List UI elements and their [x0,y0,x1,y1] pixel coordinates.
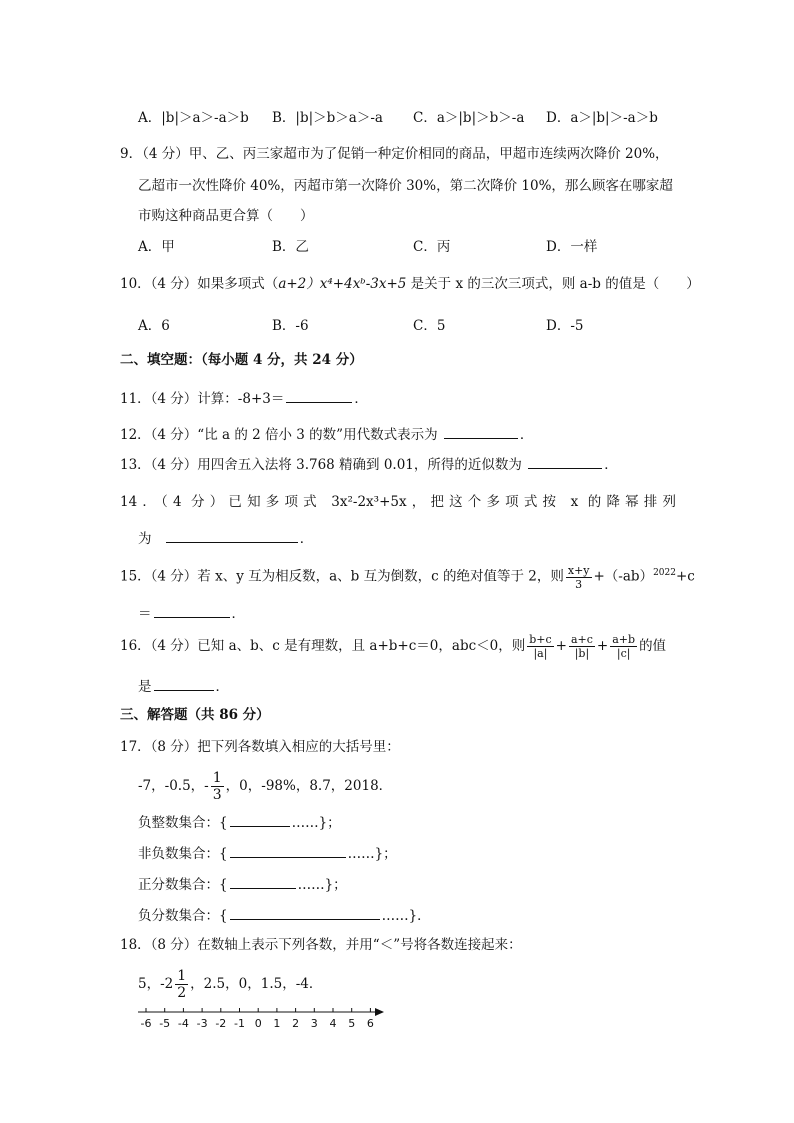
q14-end: ． [299,531,314,547]
q13 [120,454,618,475]
q16-line-1 [120,633,666,660]
number-line [132,1002,392,1034]
q14-answer-blank[interactable] [166,528,298,543]
q10-option-d[interactable]: D．-5 [546,318,584,334]
q18-text: 18．（8 分）在数轴上表示下列各数，并用“＜”号将各数连接起来： [120,937,522,953]
q9-option-b[interactable]: B．乙 [272,239,309,255]
q16-suffix: 的值 [639,638,667,654]
q16-plus-2: + [596,638,609,654]
set-label: 正分数集合：{ [138,877,228,893]
q10-option-b[interactable]: B．-6 [272,318,309,334]
q11 [120,388,368,409]
q15-answer-blank[interactable] [154,603,230,618]
q12-text: 12．（4 分）“比 a 的 2 倍小 3 的数”用代数式表示为 [120,427,438,443]
q9-line-2: 乙超市一次性降价 40%，丙超市第一次降价 30%，第二次降价 10%，那么顾客在哪家超 [138,178,673,194]
number-line-tick-label: -2 [215,1017,227,1030]
set-label: 非负数集合：{ [138,846,228,862]
q17-numbers-a: -7，-0.5，- [138,778,209,794]
set-tail: ……}； [347,846,397,862]
q12 [120,424,533,445]
number-line-arrow-icon [375,1008,384,1016]
q17-fraction-numerator: 1 [212,770,222,786]
q9-option-a[interactable]: A．甲 [138,239,175,255]
q11-text: 11．（4 分）计算：-8+3＝ [120,391,285,407]
set-answer-blank[interactable] [230,812,290,827]
set-label: 负整数集合：{ [138,815,228,831]
q16-fraction-2-denominator: |b| [574,647,590,660]
q12-end: ． [519,427,534,443]
q18-numbers-a: 5，-2 [138,976,174,992]
q17-set-negative-integers [138,812,341,833]
q16-fraction-2 [569,633,595,660]
q8-option-b[interactable]: B．|b|＞b＞a＞-a [272,110,383,126]
q16-fraction-3 [610,633,637,660]
q16-line-2 [138,676,229,697]
section-2-title: 二、填空题：（每小题 4 分，共 24 分） [120,352,363,368]
set-tail: ……}． [381,908,431,924]
q16-fraction-1 [527,633,553,660]
number-line-tick-label: 2 [292,1017,300,1030]
q15-fraction [566,564,592,591]
q16-plus-1: + [555,638,567,654]
q10-prefix: 10．（4 分）如果多项式（ [120,276,279,292]
number-line-tick-label: -5 [159,1017,171,1030]
q13-text: 13．（4 分）用四舍五入法将 3.768 精确到 0.01，所得的近似数为 [120,457,522,473]
number-line-tick-label: -4 [177,1017,189,1030]
q15-tail-2: +c [675,568,695,585]
q14-line-2 [138,528,313,549]
q9-line-3: 市购这种商品更合算（ ） [138,208,314,224]
q15-line-2 [138,603,245,624]
q10-option-a[interactable]: A．6 [138,318,170,334]
number-line-tick-label: 1 [273,1017,281,1030]
set-tail: ……}； [291,815,341,831]
q16-fraction-3-denominator: |c| [616,647,631,660]
q11-end: ． [354,391,368,407]
q9-option-c[interactable]: C．丙 [413,239,451,255]
set-answer-blank[interactable] [230,905,380,920]
q15-fraction-denominator: 3 [575,577,583,591]
q10-option-c[interactable]: C．5 [413,318,446,334]
q16-prefix: 16．（4 分）已知 a、b、c 是有理数，且 a+b+c＝0，abc＜0，则 [120,638,526,654]
q16-end: ． [215,679,229,695]
number-line-ticks [146,1008,370,1012]
q8-option-c[interactable]: C．a＞|b|＞b＞-a [413,110,525,126]
q15-fraction-numerator: x+y [567,563,590,577]
q10-expression: a+2）x⁴+4xᵇ-3x+5 [278,276,407,292]
q10-stem [120,274,700,294]
q18-fraction [175,968,188,1001]
q17-fraction [211,770,224,803]
q14-line-2-text: 为 [138,531,152,547]
q15-line-1 [120,563,695,591]
q11-answer-blank[interactable] [286,388,352,403]
number-line-tick-label: -3 [196,1017,208,1030]
number-line-tick-label: 4 [329,1017,337,1030]
q13-end: ． [604,457,618,473]
q17-set-non-negative [138,843,397,864]
number-line-tick-label: 0 [254,1017,262,1030]
q14-line-1: 14．（4 分）已知多项式 3x²-2x³+5x，把这个多项式按 x 的降幂排列 [120,494,676,510]
q17-fraction-denominator: 3 [212,787,222,803]
q15-prefix: 15．（4 分）若 x、y 互为相反数，a、b 互为倒数，c 的绝对值等于 2，则 [120,568,564,585]
q17-numbers-b: ，0，-98%，8.7，2018． [225,778,393,794]
q15-exponent: 2022 [653,568,676,578]
q9-line-1: 9．（4 分）甲、乙、丙三家超市为了促销一种定价相同的商品，甲超市连续两次降价 20%， [120,146,669,162]
q18-numbers [138,968,322,1001]
set-answer-blank[interactable] [230,843,346,858]
q13-answer-blank[interactable] [528,454,602,469]
q17-set-negative-fractions [138,905,431,926]
q18-fraction-numerator: 1 [177,968,187,984]
set-tail: ……}； [297,877,347,893]
q16-line-2-text: 是 [138,679,152,695]
q16-fraction-3-numerator: a+b [612,633,636,646]
number-line-tick-label: 3 [310,1017,318,1030]
q18-numbers-b: ，2.5，0，1.5，-4． [190,976,323,992]
q17-numbers [138,770,392,803]
q15-end: ． [231,606,245,622]
q9-option-d[interactable]: D．一样 [546,239,598,255]
q12-answer-blank[interactable] [444,424,518,439]
q17-set-positive-fractions [138,874,347,895]
number-line-tick-label: 6 [366,1017,374,1030]
q16-fraction-1-denominator: |a| [533,647,548,660]
number-line-tick-label: -6 [140,1017,152,1030]
set-label: 负分数集合：{ [138,908,228,924]
q15-line-2-text: ＝ [138,606,152,622]
q16-fraction-1-numerator: b+c [529,633,552,646]
set-answer-blank[interactable] [230,874,296,889]
q8-option-a[interactable]: A．|b|＞a＞-a＞b [138,110,249,126]
q16-fraction-2-numerator: a+c [570,633,593,646]
section-3-title: 三、解答题（共 86 分） [120,707,270,723]
q8-option-d[interactable]: D．a＞|b|＞-a＞b [546,110,658,126]
number-line-labels [141,1017,374,1030]
number-line-tick-label: 5 [348,1017,356,1030]
q17-text: 17．（8 分）把下列各数填入相应的大括号里： [120,739,400,755]
q10-suffix: 是关于 x 的三次三项式，则 a-b 的值是（ ） [406,276,700,292]
q18-fraction-denominator: 2 [177,985,187,1001]
q16-answer-blank[interactable] [154,676,214,691]
number-line-tick-label: -1 [234,1017,245,1030]
q15-tail: +（-ab） [593,568,654,585]
